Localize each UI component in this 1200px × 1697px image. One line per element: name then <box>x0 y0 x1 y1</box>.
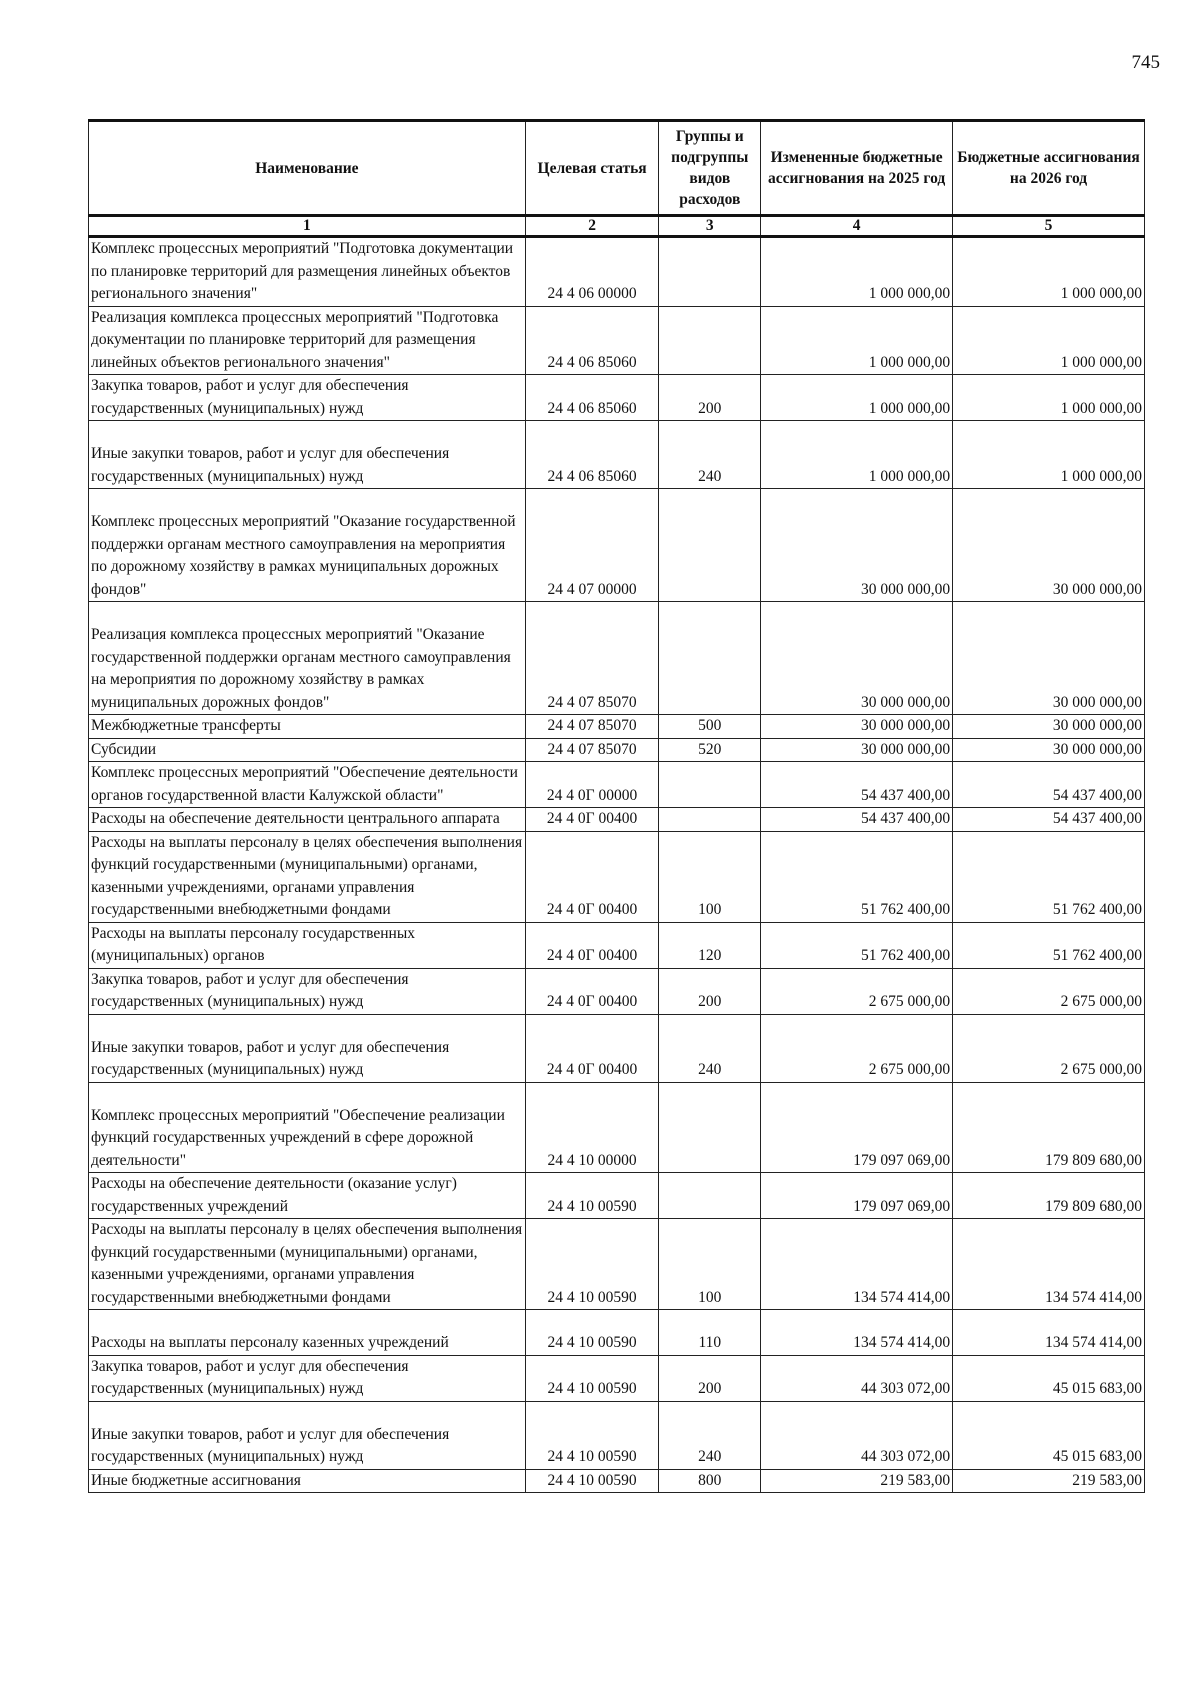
column-number: 5 <box>953 216 1145 237</box>
row-name: Расходы на обеспечение деятельности центрального аппарата <box>89 808 526 832</box>
row-amount-2025: 219 583,00 <box>761 1469 953 1493</box>
row-target-code: 24 4 10 00590 <box>525 1310 659 1356</box>
row-amount-2025: 1 000 000,00 <box>761 237 953 307</box>
table-row <box>89 1173 1145 1219</box>
header-2026: Бюджетные ассигнования на 2026 год <box>953 121 1145 216</box>
row-target-code: 24 4 07 85070 <box>525 738 659 762</box>
row-amount-2025: 2 675 000,00 <box>761 1014 953 1082</box>
row-name: Иные закупки товаров, работ и услуг для обеспечения государственных (муниципальных) нужд <box>89 421 526 489</box>
row-amount-2025: 1 000 000,00 <box>761 421 953 489</box>
row-group: 240 <box>659 421 761 489</box>
column-numbers-row <box>89 216 1145 237</box>
row-amount-2026: 1 000 000,00 <box>953 237 1145 307</box>
row-amount-2025: 179 097 069,00 <box>761 1082 953 1173</box>
row-name: Закупка товаров, работ и услуг для обеспечения государственных (муниципальных) нужд <box>89 375 526 421</box>
table-row <box>89 489 1145 602</box>
table-row <box>89 808 1145 832</box>
row-amount-2025: 30 000 000,00 <box>761 489 953 602</box>
row-amount-2025: 51 762 400,00 <box>761 922 953 968</box>
row-target-code: 24 4 0Г 00400 <box>525 831 659 922</box>
row-target-code: 24 4 0Г 00400 <box>525 808 659 832</box>
row-group <box>659 602 761 715</box>
row-target-code: 24 4 10 00000 <box>525 1082 659 1173</box>
row-amount-2025: 54 437 400,00 <box>761 808 953 832</box>
table-row <box>89 306 1145 375</box>
row-name: Иные бюджетные ассигнования <box>89 1469 526 1493</box>
row-amount-2026: 45 015 683,00 <box>953 1401 1145 1469</box>
row-amount-2026: 219 583,00 <box>953 1469 1145 1493</box>
header-name: Наименование <box>89 121 526 216</box>
row-target-code: 24 4 0Г 00000 <box>525 762 659 808</box>
row-name: Расходы на выплаты персоналу государственных (муниципальных) органов <box>89 922 526 968</box>
row-group: 200 <box>659 1355 761 1401</box>
row-amount-2025: 30 000 000,00 <box>761 602 953 715</box>
row-target-code: 24 4 07 85070 <box>525 602 659 715</box>
row-amount-2026: 51 762 400,00 <box>953 922 1145 968</box>
row-group <box>659 489 761 602</box>
row-amount-2025: 51 762 400,00 <box>761 831 953 922</box>
row-amount-2025: 1 000 000,00 <box>761 306 953 375</box>
row-amount-2026: 2 675 000,00 <box>953 968 1145 1014</box>
budget-table <box>88 119 1145 1493</box>
table-row <box>89 1310 1145 1356</box>
row-target-code: 24 4 07 85070 <box>525 715 659 739</box>
row-amount-2026: 179 809 680,00 <box>953 1082 1145 1173</box>
row-target-code: 24 4 10 00590 <box>525 1469 659 1493</box>
row-group: 110 <box>659 1310 761 1356</box>
row-amount-2025: 2 675 000,00 <box>761 968 953 1014</box>
row-amount-2026: 54 437 400,00 <box>953 808 1145 832</box>
table-row <box>89 1355 1145 1401</box>
row-target-code: 24 4 06 85060 <box>525 375 659 421</box>
row-group: 100 <box>659 831 761 922</box>
table-row <box>89 922 1145 968</box>
row-name: Расходы на выплаты персоналу казенных учреждений <box>89 1310 526 1356</box>
row-name: Межбюджетные трансферты <box>89 715 526 739</box>
row-name: Расходы на выплаты персоналу в целях обеспечения выполнения функций государственными (муниципальными) органами, казенными учреждениями, органами управления государственными внебюджетными фондами <box>89 831 526 922</box>
table-row <box>89 762 1145 808</box>
row-group <box>659 1082 761 1173</box>
row-amount-2026: 1 000 000,00 <box>953 421 1145 489</box>
row-amount-2025: 30 000 000,00 <box>761 715 953 739</box>
row-group: 240 <box>659 1401 761 1469</box>
row-amount-2025: 1 000 000,00 <box>761 375 953 421</box>
table-row <box>89 968 1145 1014</box>
row-group: 200 <box>659 375 761 421</box>
row-name: Комплекс процессных мероприятий "Подготовка документации по планировке территорий для размещения линейных объектов регионального значения" <box>89 237 526 307</box>
row-group: 240 <box>659 1014 761 1082</box>
row-amount-2026: 30 000 000,00 <box>953 738 1145 762</box>
row-group: 200 <box>659 968 761 1014</box>
row-name: Закупка товаров, работ и услуг для обеспечения государственных (муниципальных) нужд <box>89 1355 526 1401</box>
row-name: Субсидии <box>89 738 526 762</box>
row-name: Иные закупки товаров, работ и услуг для обеспечения государственных (муниципальных) нужд <box>89 1014 526 1082</box>
row-name: Расходы на выплаты персоналу в целях обеспечения выполнения функций государственными (муниципальными) органами, казенными учреждениями, органами управления государственными внебюджетными фондами <box>89 1219 526 1310</box>
row-amount-2026: 30 000 000,00 <box>953 489 1145 602</box>
row-group: 100 <box>659 1219 761 1310</box>
row-amount-2025: 30 000 000,00 <box>761 738 953 762</box>
row-amount-2025: 134 574 414,00 <box>761 1310 953 1356</box>
row-amount-2025: 134 574 414,00 <box>761 1219 953 1310</box>
table-row <box>89 421 1145 489</box>
header-group: Группы и подгруппы видов расходов <box>659 121 761 216</box>
column-number: 2 <box>525 216 659 237</box>
row-amount-2026: 54 437 400,00 <box>953 762 1145 808</box>
row-group: 120 <box>659 922 761 968</box>
row-name: Комплекс процессных мероприятий "Обеспечение реализации функций государственных учреждений в сфере дорожной деятельности" <box>89 1082 526 1173</box>
row-amount-2026: 45 015 683,00 <box>953 1355 1145 1401</box>
column-number: 1 <box>89 216 526 237</box>
row-target-code: 24 4 07 00000 <box>525 489 659 602</box>
table-row <box>89 1219 1145 1310</box>
row-group <box>659 237 761 307</box>
header-target: Целевая статья <box>525 121 659 216</box>
row-amount-2026: 1 000 000,00 <box>953 375 1145 421</box>
row-group <box>659 808 761 832</box>
table-row <box>89 237 1145 307</box>
row-target-code: 24 4 10 00590 <box>525 1173 659 1219</box>
row-group: 800 <box>659 1469 761 1493</box>
table-row <box>89 1082 1145 1173</box>
table-header-row <box>89 121 1145 216</box>
row-target-code: 24 4 0Г 00400 <box>525 1014 659 1082</box>
row-amount-2025: 44 303 072,00 <box>761 1355 953 1401</box>
row-amount-2025: 54 437 400,00 <box>761 762 953 808</box>
row-target-code: 24 4 0Г 00400 <box>525 922 659 968</box>
table-row <box>89 738 1145 762</box>
row-target-code: 24 4 06 00000 <box>525 237 659 307</box>
table-row <box>89 1014 1145 1082</box>
row-target-code: 24 4 10 00590 <box>525 1355 659 1401</box>
row-group <box>659 1173 761 1219</box>
row-group <box>659 306 761 375</box>
row-amount-2025: 44 303 072,00 <box>761 1401 953 1469</box>
table-row <box>89 831 1145 922</box>
row-name: Иные закупки товаров, работ и услуг для обеспечения государственных (муниципальных) нужд <box>89 1401 526 1469</box>
table-row <box>89 375 1145 421</box>
row-amount-2026: 2 675 000,00 <box>953 1014 1145 1082</box>
row-target-code: 24 4 0Г 00400 <box>525 968 659 1014</box>
row-name: Реализация комплекса процессных мероприятий "Оказание государственной поддержки органам местного самоуправления на мероприятия по дорожному хозяйству в рамках муниципальных дорожных фондов" <box>89 602 526 715</box>
row-amount-2026: 134 574 414,00 <box>953 1310 1145 1356</box>
table-row <box>89 715 1145 739</box>
column-number: 4 <box>761 216 953 237</box>
row-target-code: 24 4 06 85060 <box>525 306 659 375</box>
table-row <box>89 1401 1145 1469</box>
row-amount-2026: 30 000 000,00 <box>953 715 1145 739</box>
row-amount-2025: 179 097 069,00 <box>761 1173 953 1219</box>
row-amount-2026: 1 000 000,00 <box>953 306 1145 375</box>
row-amount-2026: 179 809 680,00 <box>953 1173 1145 1219</box>
row-group <box>659 762 761 808</box>
row-name: Закупка товаров, работ и услуг для обеспечения государственных (муниципальных) нужд <box>89 968 526 1014</box>
page-number: 745 <box>1131 52 1160 73</box>
row-target-code: 24 4 10 00590 <box>525 1401 659 1469</box>
table-row <box>89 602 1145 715</box>
row-group: 500 <box>659 715 761 739</box>
row-target-code: 24 4 10 00590 <box>525 1219 659 1310</box>
row-name: Комплекс процессных мероприятий "Обеспечение деятельности органов государственной власти Калужской области" <box>89 762 526 808</box>
row-amount-2026: 134 574 414,00 <box>953 1219 1145 1310</box>
header-2025: Измененные бюджетные ассигнования на 2025 год <box>761 121 953 216</box>
row-amount-2026: 30 000 000,00 <box>953 602 1145 715</box>
row-name: Реализация комплекса процессных мероприятий "Подготовка документации по планировке территорий для размещения линейных объектов регионального значения" <box>89 306 526 375</box>
row-name: Комплекс процессных мероприятий "Оказание государственной поддержки органам местного самоуправления на мероприятия по дорожному хозяйству в рамках муниципальных дорожных фондов" <box>89 489 526 602</box>
column-number: 3 <box>659 216 761 237</box>
table-row <box>89 1469 1145 1493</box>
row-target-code: 24 4 06 85060 <box>525 421 659 489</box>
row-name: Расходы на обеспечение деятельности (оказание услуг) государственных учреждений <box>89 1173 526 1219</box>
row-group: 520 <box>659 738 761 762</box>
row-amount-2026: 51 762 400,00 <box>953 831 1145 922</box>
